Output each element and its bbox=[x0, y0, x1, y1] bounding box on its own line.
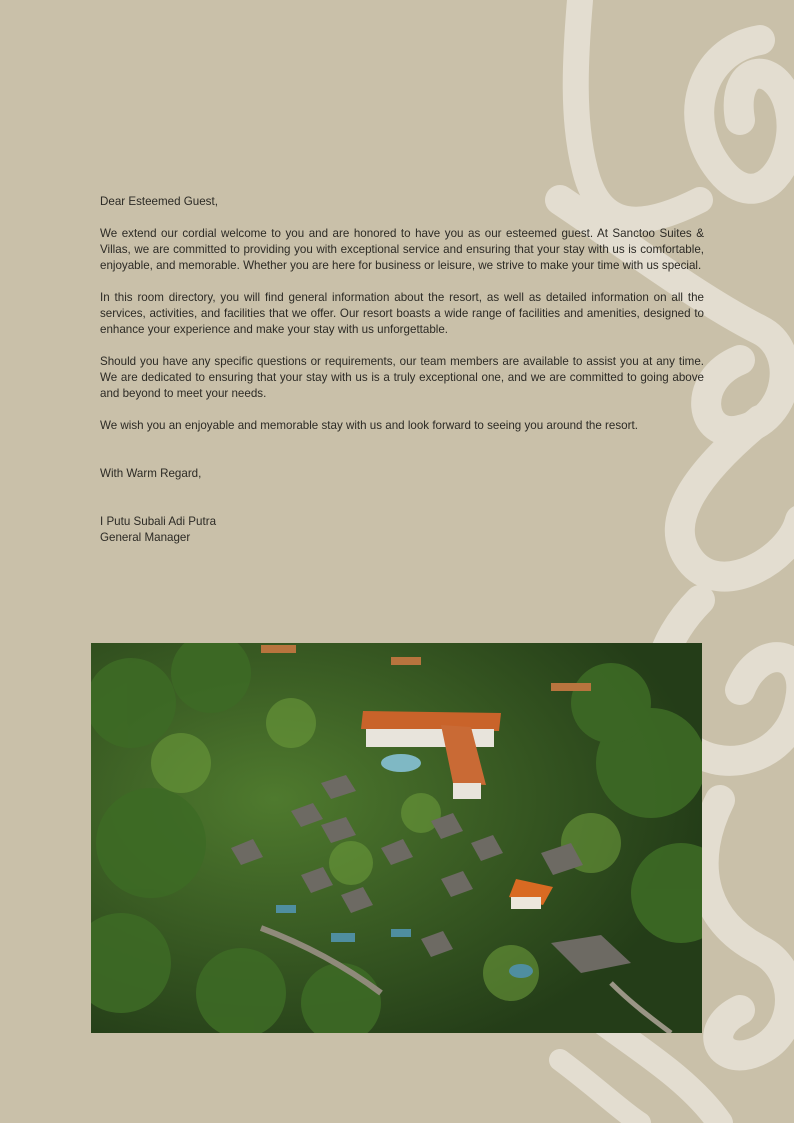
welcome-letter bbox=[100, 194, 704, 546]
letter-paragraph-3: Should you have any specific questions or requirements, our team members are available to assist you at any time. We are dedicated to ensuring that your stay with us is a truly exceptional one, and we are committed to going above and beyond to meet your needs. bbox=[100, 355, 704, 400]
letter-paragraph-2: In this room directory, you will find general information about the resort, as well as detailed information on all the services, activities, and facilities that we offer. Our resort boasts a wide range of facilities and amenities, designed to enhance your experience and make your stay with us unforgettable. bbox=[100, 291, 704, 336]
letter-closing: With Warm Regard, bbox=[100, 467, 202, 480]
letter-paragraph-4: We wish you an enjoyable and memorable stay with us and look forward to seeing you around the resort. bbox=[100, 419, 638, 432]
signatory-title: General Manager bbox=[100, 531, 191, 544]
aerial-resort-photo bbox=[91, 643, 702, 1033]
letter-greeting: Dear Esteemed Guest, bbox=[100, 195, 218, 208]
signatory-name: I Putu Subali Adi Putra bbox=[100, 515, 217, 528]
letter-paragraph-1: We extend our cordial welcome to you and are honored to have you as our esteemed guest. At Sanctoo Suites & Villas, we are committed to providing you with exceptional service and ensuring that your stay with us is comfortable, enjoyable, and memorable. Whether you are here for business or leisure, we strive to make your time with us special. bbox=[100, 227, 704, 272]
